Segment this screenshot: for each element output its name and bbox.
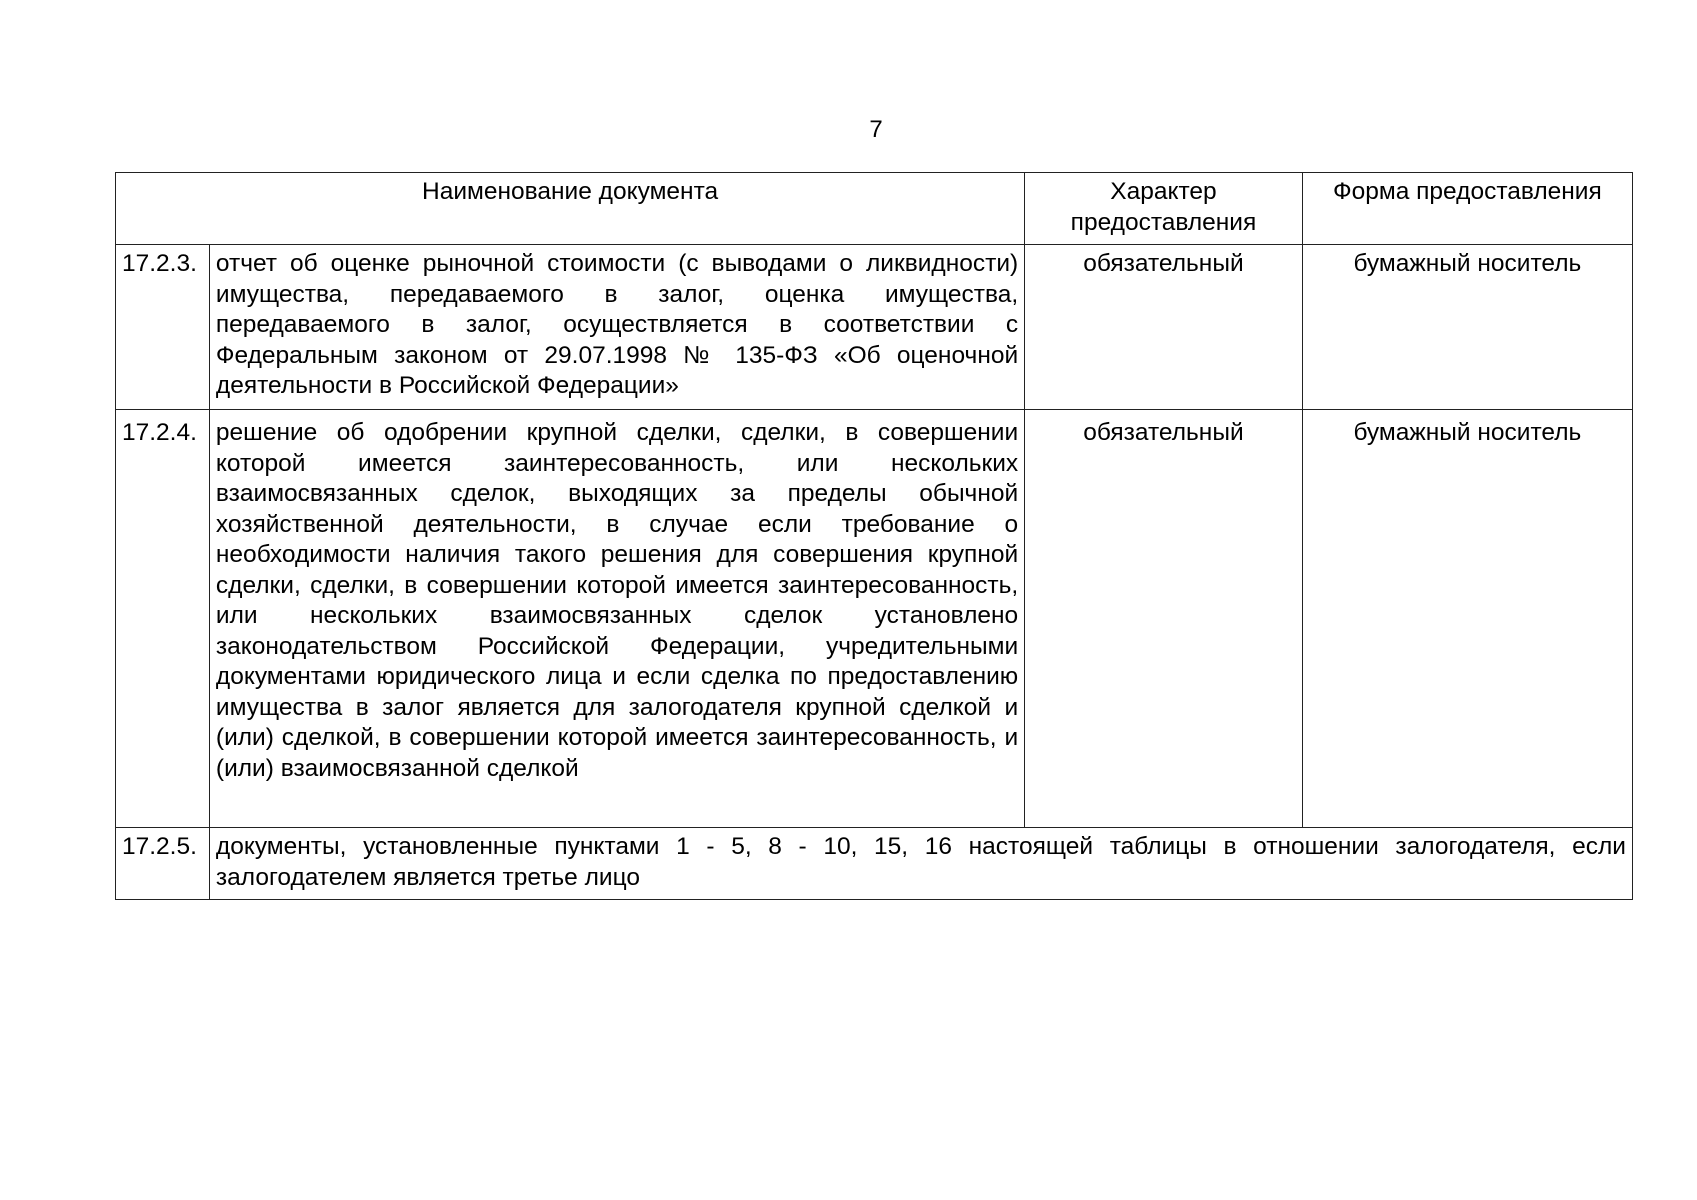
document-form: бумажный носитель [1302, 410, 1632, 828]
header-character: Характер предоставления [1025, 173, 1303, 245]
page-number: 7 [869, 116, 883, 143]
table-row [116, 828, 1633, 900]
header-form: Форма предоставления [1302, 173, 1632, 245]
document-form: бумажный носитель [1302, 245, 1632, 410]
header-document-name: Наименование документа [116, 173, 1025, 245]
table-header-row [116, 173, 1633, 245]
table-row [116, 245, 1633, 410]
table-row [116, 410, 1633, 828]
row-number: 17.2.3. [116, 245, 210, 410]
row-number: 17.2.4. [116, 410, 210, 828]
document-character: обязательный [1025, 245, 1303, 410]
row-number: 17.2.5. [116, 828, 210, 900]
document-name: решение об одобрении крупной сделки, сделки, в совершении которой имеется заинтересованность, или нескольких взаимосвязанных сделок, выходящих за пределы обычной хозяйственной деятельности, в случае если требование о необходимости наличия такого решения для совершения крупной сделки, сделки, в совершении которой имеется заинтересованность, или нескольких взаимосвязанных сделок установлено законодательством Российской Федерации, учредительными документами юридического лица и если сделка по предоставлению имущества в залог является для залогодателя крупной сделкой и (или) сделкой, в совершении которой имеется заинтересованность, и (или) взаимосвязанной сделкой [209, 410, 1024, 828]
document-name: документы, установленные пунктами 1 - 5, 8 - 10, 15, 16 настоящей таблицы в отношении залогодателя, если залогодателем является третье лицо [209, 828, 1632, 900]
documents-table [115, 172, 1633, 900]
document-character: обязательный [1025, 410, 1303, 828]
document-name: отчет об оценке рыночной стоимости (с выводами о ликвидности) имущества, передаваемого в залог, оценка имущества, передаваемого в залог, осуществляется в соответствии с Федеральным законом от 29.07.1998 № 135-ФЗ «Об оценочной деятельности в Российской Федерации» [209, 245, 1024, 410]
